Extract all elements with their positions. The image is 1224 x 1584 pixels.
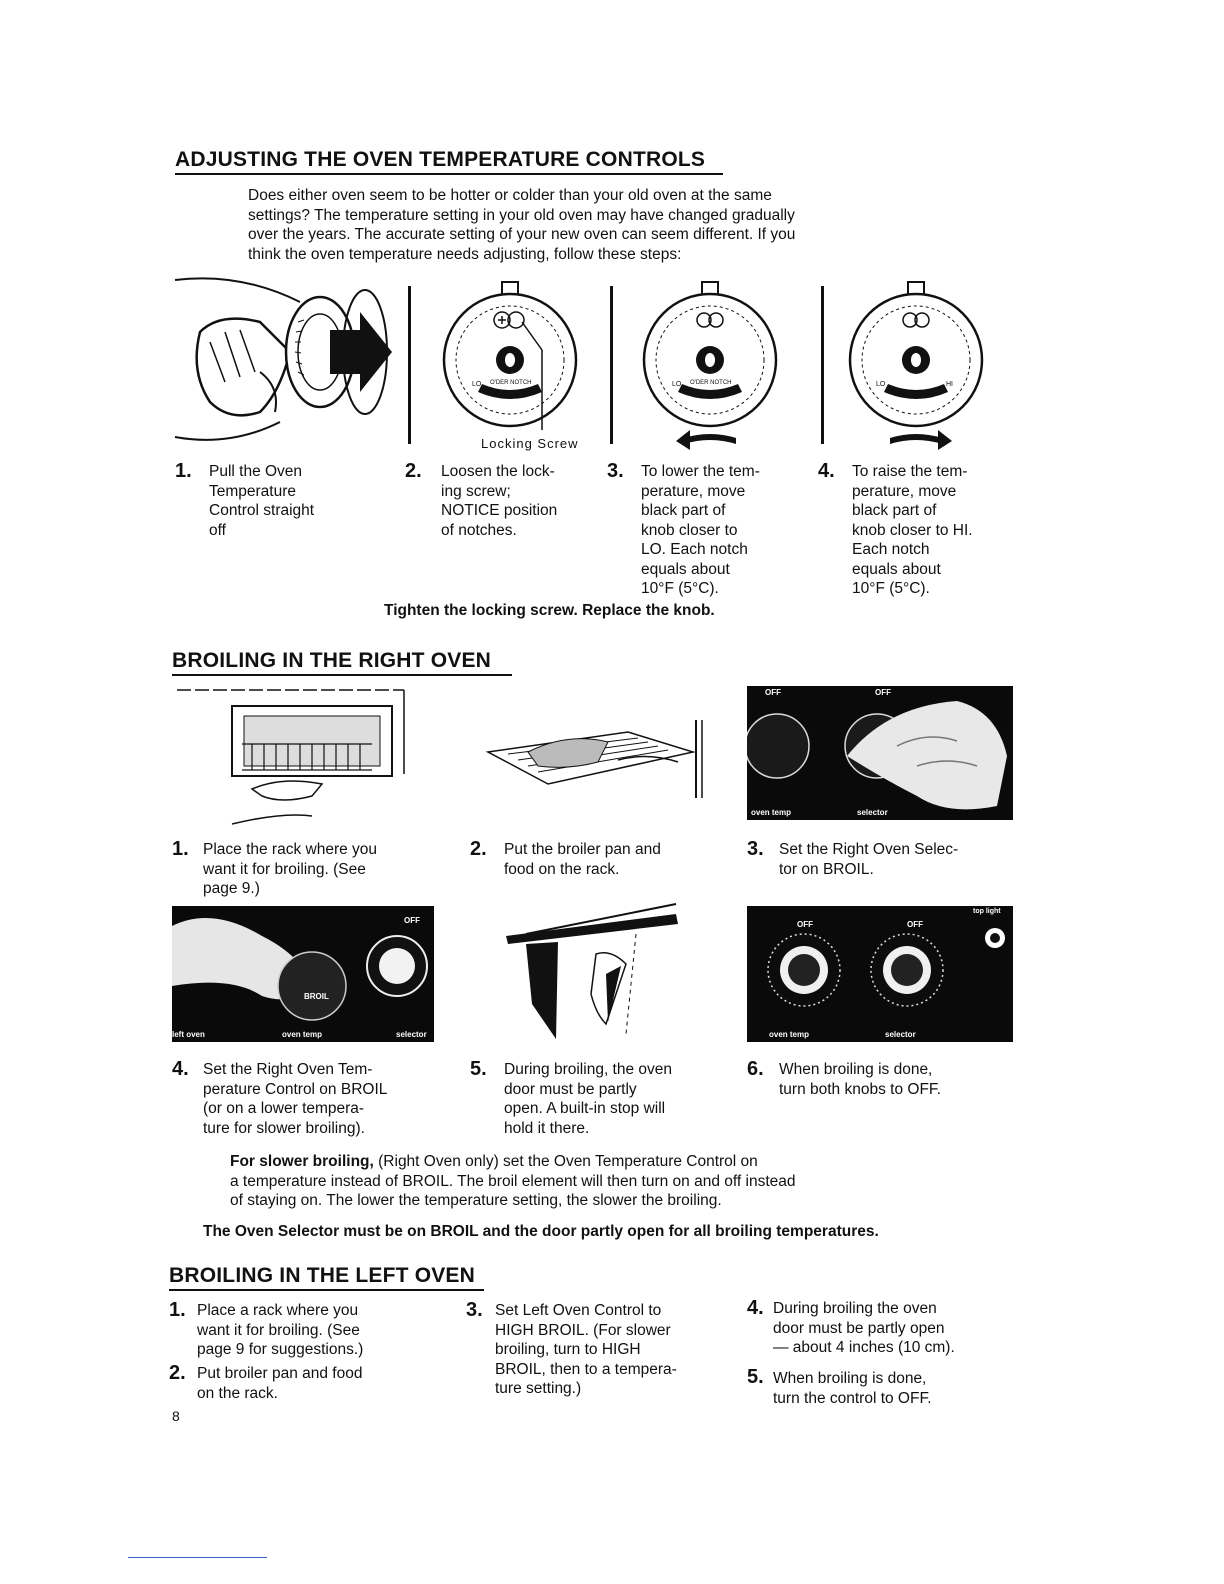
step-line: perature Control on BROIL <box>203 1080 388 1098</box>
step-line: During broiling the oven <box>773 1300 937 1317</box>
step-line: Set the Right Oven Selec- <box>779 841 959 858</box>
step-line: equals about <box>852 560 941 578</box>
step-number: 4. <box>172 1058 189 1080</box>
step-line: tor on BROIL. <box>779 860 874 878</box>
step-text <box>641 462 760 599</box>
step-number: 1. <box>169 1299 186 1321</box>
step-line: Loosen the lock- <box>441 463 555 480</box>
step-line: knob closer to HI. <box>852 521 973 539</box>
step-line: Set the Right Oven Tem- <box>203 1061 373 1078</box>
step-line: Put broiler pan and food <box>197 1365 363 1382</box>
step-line: turn both knobs to OFF. <box>779 1080 941 1098</box>
off-label: OFF <box>907 920 923 929</box>
knob-notch-text: O'DER NOTCH <box>490 380 532 386</box>
knobs-off-photo-art <box>747 906 1013 1042</box>
step-number: 3. <box>607 460 624 482</box>
step-line: When broiling is done, <box>773 1370 927 1387</box>
knob-lo-text: LO <box>672 381 682 388</box>
knob-lo-text: LO <box>876 381 886 388</box>
knob-hi-text: HI <box>946 381 953 388</box>
note-line: of staying on. The lower the temperature setting, the slower the broiling. <box>230 1192 722 1209</box>
step-text <box>197 1301 363 1360</box>
step-line: off <box>209 521 226 539</box>
step-line: black part of <box>641 502 726 519</box>
knob-diagram-loosen <box>438 280 583 430</box>
divider <box>821 286 824 444</box>
off-label: OFF <box>404 916 420 925</box>
step-line: — about 4 inches (10 cm). <box>773 1339 955 1356</box>
step-text <box>504 1060 672 1138</box>
step-number: 5. <box>747 1366 764 1388</box>
step-text <box>504 840 661 879</box>
step-text <box>773 1299 955 1358</box>
step-line: door must be partly open <box>773 1319 945 1337</box>
selector-warning: The Oven Selector must be on BROIL and the door partly open for all broiling temperatures. <box>203 1223 879 1240</box>
step-line: door must be partly <box>504 1080 637 1098</box>
top-light-label: top light <box>973 908 1001 915</box>
step-number: 3. <box>747 838 764 860</box>
step-line: 10°F (5°C). <box>852 580 930 597</box>
step-line: Place the rack where you <box>203 841 378 858</box>
broil-label: BROIL <box>304 992 329 1001</box>
step-text <box>779 840 958 879</box>
intro-paragraph <box>248 186 795 264</box>
section-title-adjusting: ADJUSTING THE OVEN TEMPERATURE CONTROLS <box>175 148 706 171</box>
step-line: 10°F (5°C). <box>641 580 719 597</box>
step-text <box>779 1060 941 1099</box>
step-text <box>852 462 973 599</box>
step-number: 6. <box>747 1058 764 1080</box>
note-line: a temperature instead of BROIL. The broil element will then turn on and off instead <box>230 1172 796 1190</box>
step-line: Each notch <box>852 541 930 558</box>
selector-label: selector <box>396 1030 427 1039</box>
step-text <box>773 1369 932 1408</box>
hand-pulling-knob-illustration <box>170 272 398 457</box>
off-label: OFF <box>875 688 891 697</box>
footer-rule <box>128 1557 267 1558</box>
step-line: Place a rack where you <box>197 1302 359 1319</box>
section-title-left-oven: BROILING IN THE LEFT OVEN <box>169 1264 476 1287</box>
step-line: ture for slower broiling). <box>203 1119 365 1137</box>
intro-line: settings? The temperature setting in your old oven may have changed gradually <box>248 206 795 224</box>
step-number: 1. <box>172 838 189 860</box>
step-line: Temperature <box>209 482 297 500</box>
step-line: HIGH BROIL. (For slower <box>495 1321 671 1339</box>
oven-temp-label: oven temp <box>751 808 792 817</box>
step-line: hold it there. <box>504 1119 590 1137</box>
step-line: on the rack. <box>197 1384 278 1402</box>
step-number: 4. <box>747 1297 764 1319</box>
step-line: (or on a lower tempera- <box>203 1100 365 1117</box>
step-line: want it for broiling. (See <box>197 1321 360 1339</box>
step-line: ture setting.) <box>495 1380 582 1397</box>
step-line: want it for broiling. (See <box>203 860 366 878</box>
step-line: ing screw; <box>441 482 511 500</box>
divider <box>408 286 411 444</box>
step-line: black part of <box>852 502 937 519</box>
step-line: Set Left Oven Control to <box>495 1302 662 1319</box>
step-line: page 9 for suggestions.) <box>197 1341 364 1358</box>
note-text: (Right Oven only) set the Oven Temperature Control on <box>378 1153 758 1170</box>
intro-line: think the oven temperature needs adjusting, follow these steps: <box>248 245 682 263</box>
knob-notch-text: O'DER NOTCH <box>690 380 732 386</box>
tighten-instruction: Tighten the locking screw. Replace the knob. <box>384 602 715 619</box>
step-line: Control straight <box>209 502 315 519</box>
step-text <box>197 1364 362 1403</box>
step-number: 3. <box>466 1299 483 1321</box>
step-line: broiling, turn to HIGH <box>495 1341 641 1358</box>
selector-knobs-photo-art <box>747 686 1013 820</box>
step-number: 2. <box>169 1362 186 1384</box>
step-text <box>203 1060 387 1138</box>
step-line: perature, move <box>641 482 746 500</box>
page-number: 8 <box>172 1408 180 1424</box>
oven-temp-label: oven temp <box>769 1030 810 1039</box>
oven-door-open-illustration <box>496 894 686 1044</box>
knob-diagram-lower <box>636 280 786 450</box>
step-line: equals about <box>641 560 730 578</box>
step-line: To raise the tem- <box>852 463 968 480</box>
step-line: of notches. <box>441 521 517 539</box>
step-number: 2. <box>470 838 487 860</box>
locking-screw-label: Locking Screw <box>481 436 579 451</box>
step-line: During broiling, the oven <box>504 1061 673 1078</box>
broiler-pan-illustration <box>478 712 710 812</box>
knobs-off-photo <box>747 906 1013 1042</box>
step-line: LO. Each notch <box>641 541 748 558</box>
section-title-right-oven: BROILING IN THE RIGHT OVEN <box>172 649 492 672</box>
intro-line: over the years. The accurate setting of your new oven can seem different. If you <box>248 226 796 243</box>
slower-broiling-note <box>230 1152 950 1211</box>
step-line: perature, move <box>852 482 957 500</box>
step-text <box>495 1301 677 1399</box>
knob-lo-text: LO <box>472 381 482 388</box>
divider <box>610 286 613 444</box>
step-line: turn the control to OFF. <box>773 1389 932 1407</box>
step-number: 1. <box>175 460 192 482</box>
step-line: page 9.) <box>203 880 260 897</box>
note-bold-lead: For slower broiling, <box>230 1153 374 1170</box>
step-line: open. A built-in stop will <box>504 1100 666 1117</box>
step-line: To lower the tem- <box>641 463 760 480</box>
note-line <box>230 1152 950 1172</box>
selector-label: selector <box>857 808 888 817</box>
step-line: When broiling is done, <box>779 1061 933 1078</box>
temperature-knob-photo-art <box>172 906 434 1042</box>
step-line: food on the rack. <box>504 860 620 878</box>
rack-placement-illustration <box>172 684 422 834</box>
step-number: 4. <box>818 460 835 482</box>
intro-line: Does either oven seem to be hotter or colder than your old oven at the same <box>248 187 772 204</box>
step-number: 2. <box>405 460 422 482</box>
off-label: OFF <box>765 688 781 697</box>
selector-knobs-photo <box>747 686 1013 820</box>
step-line: Put the broiler pan and <box>504 841 661 858</box>
step-number: 5. <box>470 1058 487 1080</box>
temperature-knob-photo <box>172 906 434 1042</box>
off-label: OFF <box>797 920 813 929</box>
step-text <box>209 462 314 540</box>
step-line: knob closer to <box>641 521 738 539</box>
step-line: BROIL, then to a tempera- <box>495 1360 677 1378</box>
step-line: Pull the Oven <box>209 463 303 480</box>
oven-temp-label: oven temp <box>282 1030 323 1039</box>
title-underline <box>169 1289 484 1291</box>
selector-label: selector <box>885 1030 916 1039</box>
title-underline <box>172 674 512 676</box>
step-line: NOTICE position <box>441 502 558 519</box>
step-text <box>441 462 557 540</box>
title-underline <box>175 173 723 175</box>
left-oven-label: left oven <box>172 1030 205 1039</box>
knob-diagram-raise <box>846 280 996 450</box>
step-text <box>203 840 377 899</box>
